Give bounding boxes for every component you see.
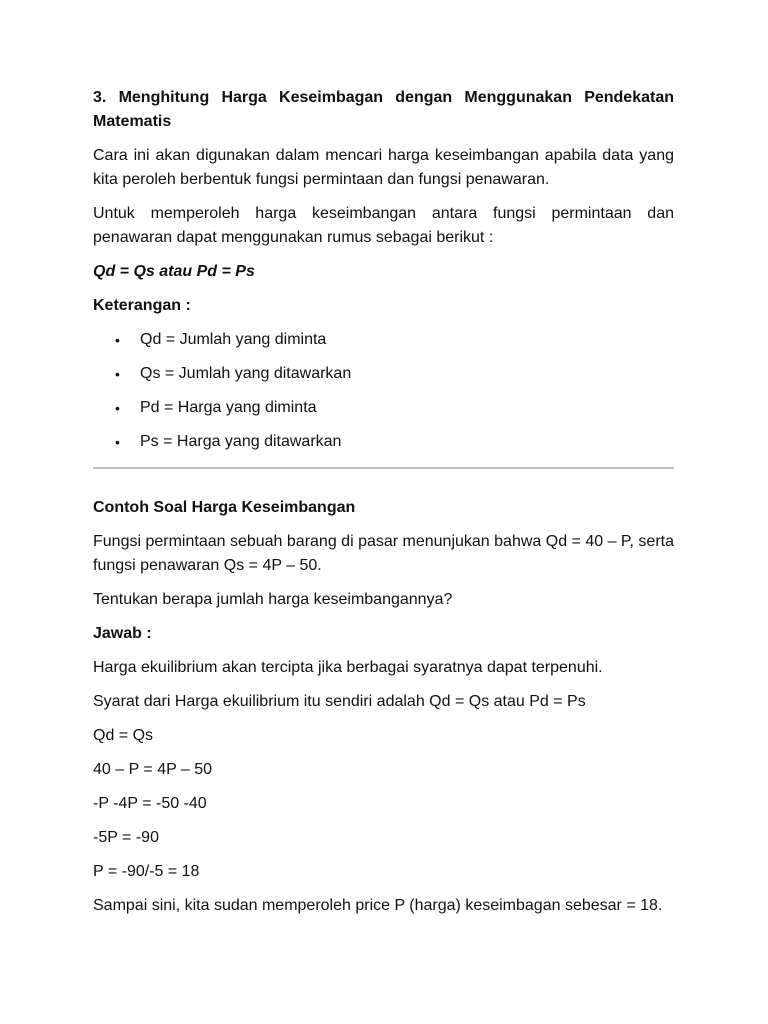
list-item-text: Qd = Jumlah yang diminta [140, 331, 327, 348]
solution-line: Qd = Qs [93, 727, 154, 744]
example-heading: Contoh Soal Harga Keseimbangan [93, 499, 356, 516]
list-item [93, 430, 674, 454]
solution-line: -P -4P = -50 -40 [93, 795, 207, 812]
section-heading-equilibrium-math: 3. Menghitung Harga Keseimbagan dengan Menggunakan Pendekatan Matematis [93, 89, 674, 130]
list-item-text: Pd = Harga yang diminta [140, 399, 317, 416]
paragraph-method-intro: Cara ini akan digunakan dalam mencari harga keseimbangan apabila data yang kita peroleh berbentuk fungsi permintaan dan fungsi penawaran. [93, 147, 674, 188]
paragraph-formula-intro: Untuk memperoleh harga keseimbangan antara fungsi permintaan dan penawaran dapat menggunakan rumus sebagai berikut : [93, 205, 674, 246]
bullet-icon: • [115, 332, 120, 348]
solution-line: -5P = -90 [93, 829, 159, 846]
bullet-icon: • [115, 366, 120, 382]
horizontal-divider [93, 467, 674, 469]
bullet-icon: • [115, 434, 120, 450]
solution-line: Harga ekuilibrium akan tercipta jika berbagai syaratnya dapat terpenuhi. [93, 659, 603, 676]
list-item [93, 396, 674, 420]
list-item [93, 362, 674, 386]
solution-line: Syarat dari Harga ekuilibrium itu sendiri adalah Qd = Qs atau Pd = Ps [93, 693, 586, 710]
equilibrium-formula: Qd = Qs atau Pd = Ps [93, 263, 255, 280]
solution-conclusion: Sampai sini, kita sudan memperoleh price P (harga) keseimbagan sebesar = 18. [93, 897, 663, 914]
variable-definitions-list [93, 328, 674, 454]
example-question: Tentukan berapa jumlah harga keseimbangannya? [93, 591, 453, 608]
jawab-label: Jawab : [93, 625, 152, 642]
keterangan-label: Keterangan : [93, 297, 191, 314]
solution-line: 40 – P = 4P – 50 [93, 761, 213, 778]
document-page [93, 86, 674, 928]
list-item-text: Ps = Harga yang ditawarkan [140, 433, 342, 450]
solution-line: P = -90/-5 = 18 [93, 863, 200, 880]
list-item [93, 328, 674, 352]
list-item-text: Qs = Jumlah yang ditawarkan [140, 365, 352, 382]
example-problem-text: Fungsi permintaan sebuah barang di pasar menunjukan bahwa Qd = 40 – P, serta fungsi penawaran Qs = 4P – 50. [93, 533, 674, 574]
bullet-icon: • [115, 400, 120, 416]
